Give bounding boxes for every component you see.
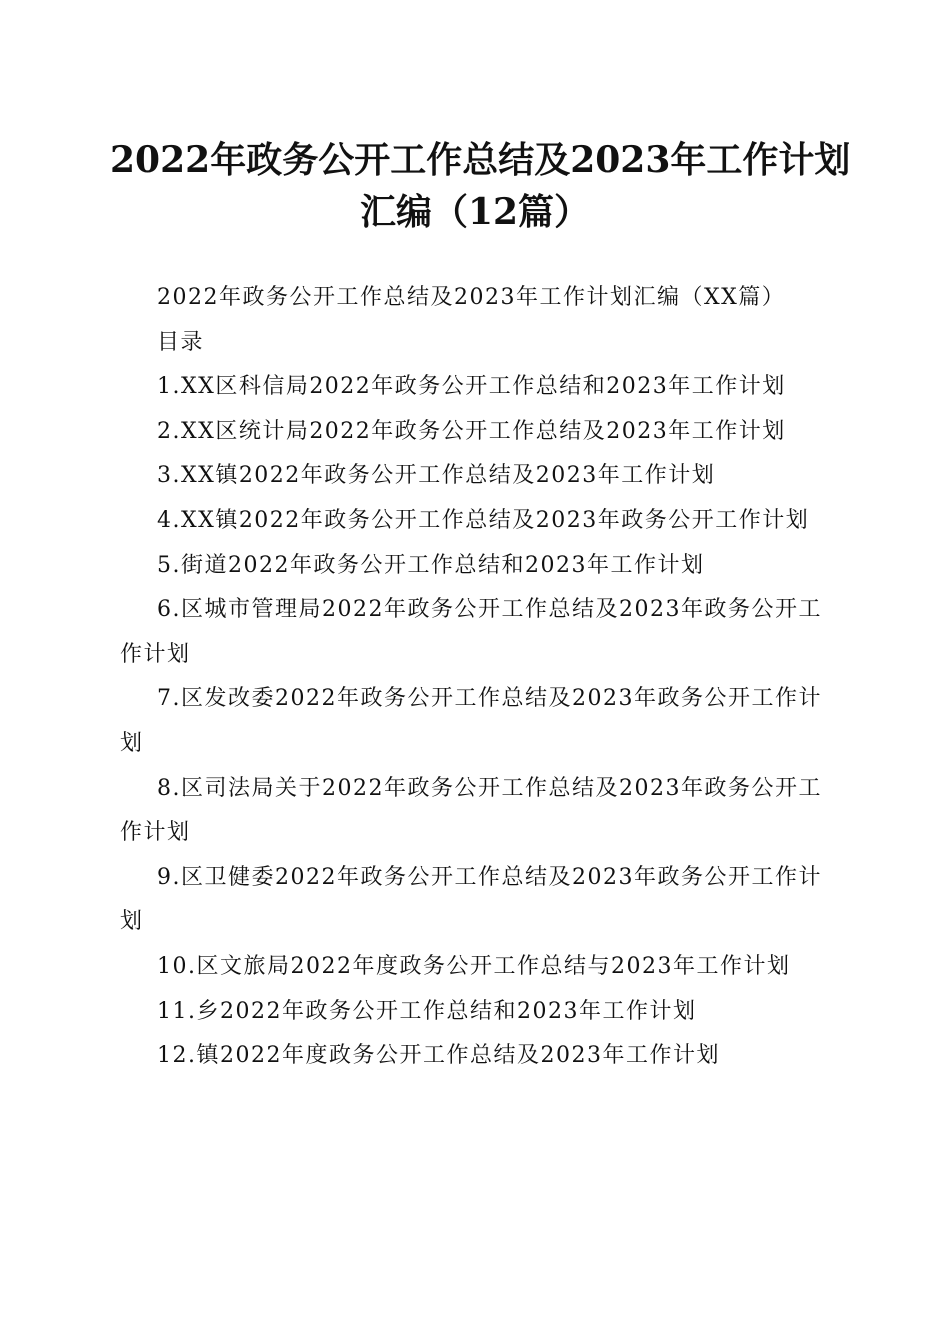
toc-item: 8.区司法局关于2022年政务公开工作总结及2023年政务公开工作计划 (120, 775, 822, 846)
toc-item: 10.区文旅局2022年度政务公开工作总结与2023年工作计划 (157, 953, 791, 979)
toc-item: 5.街道2022年政务公开工作总结和2023年工作计划 (157, 552, 705, 578)
toc-item: 6.区城市管理局2022年政务公开工作总结及2023年政务公开工作计划 (120, 597, 822, 667)
document-title (110, 134, 851, 238)
toc-item: 1.XX区科信局2022年政务公开工作总结和2023年工作计划 (157, 374, 786, 400)
toc-item: 9.区卫健委2022年政务公开工作总结及2023年政务公开工作计划 (120, 864, 822, 935)
title-line-2: 汇编（12篇） (359, 191, 591, 233)
toc-item: 4.XX镇2022年政务公开工作总结及2023年政务公开工作计划 (157, 507, 810, 533)
toc-item: 11.乡2022年政务公开工作总结和2023年工作计划 (157, 998, 697, 1024)
title-line-1: 2022年政务公开工作总结及2023年工作计划 (110, 139, 851, 181)
toc-item: 7.区发改委2022年政务公开工作总结及2023年政务公开工作计划 (120, 686, 822, 756)
toc-heading: 目录 (157, 329, 205, 355)
document-body (120, 276, 822, 1079)
toc-item: 12.镇2022年度政务公开工作总结及2023年工作计划 (157, 1043, 720, 1069)
subtitle: 2022年政务公开工作总结及2023年工作计划汇编（XX篇） (157, 285, 786, 310)
toc-item: 2.XX区统计局2022年政务公开工作总结及2023年工作计划 (157, 418, 786, 444)
toc-item: 3.XX镇2022年政务公开工作总结及2023年工作计划 (157, 463, 716, 489)
